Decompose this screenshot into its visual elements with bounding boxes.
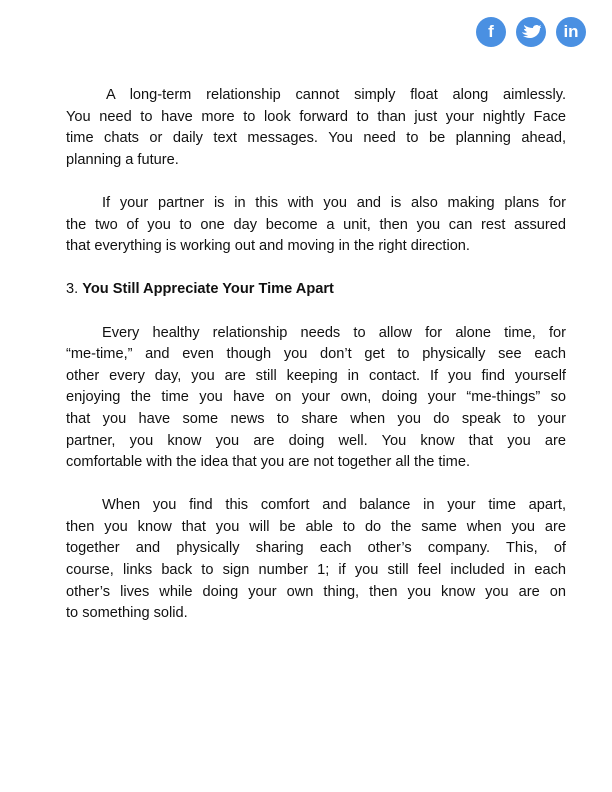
text-line: together and physically sharing each other’s company. This, of — [66, 540, 566, 557]
text-line: other every day, you are still keeping in contact. If you find yourself — [66, 367, 566, 384]
text-line: You need to have more to look forward to than just your nightly Face — [66, 108, 566, 125]
paragraph-2 — [66, 193, 566, 258]
linkedin-icon[interactable] — [556, 17, 586, 47]
text-line: other’s lives while doing your own thing, then you know you are on — [66, 583, 566, 600]
text-line: enjoying the time you have on your own, doing your “me-things” so — [66, 389, 566, 406]
twitter-bird-glyph — [521, 24, 541, 40]
heading-title: You Still Appreciate Your Time Apart — [82, 281, 334, 298]
text-line: comfortable with the idea that you are not together all the time. — [66, 454, 470, 471]
facebook-icon[interactable] — [476, 17, 506, 47]
twitter-icon[interactable] — [516, 17, 546, 47]
text-line: If your partner is in this with you and is also making plans for — [102, 194, 566, 211]
paragraph-4 — [66, 495, 566, 625]
paragraph-3 — [66, 323, 566, 474]
section-heading — [66, 279, 566, 301]
facebook-glyph: f — [488, 22, 494, 41]
linkedin-glyph: in — [563, 22, 579, 41]
article-body — [66, 85, 566, 646]
text-line: When you find this comfort and balance in your time apart, — [102, 497, 566, 514]
paragraph-1 — [66, 85, 566, 171]
text-line: to something solid. — [66, 605, 188, 622]
text-line: that you have some news to share when you do speak to your — [66, 410, 566, 427]
text-line: course, links back to sign number 1; if you still feel included in each — [66, 562, 566, 579]
text-line: that everything is working out and moving in the right direction. — [66, 238, 470, 255]
text-line: the two of you to one day become a unit, then you can rest assured — [66, 216, 566, 233]
social-links — [476, 17, 586, 47]
text-line: “me-time,” and even though you don’t get to physically see each — [66, 346, 566, 363]
text-line: A long-term relationship cannot simply float along aimlessly. — [106, 87, 566, 103]
heading-number: 3. — [66, 281, 79, 298]
text-line: Every healthy relationship needs to allow for alone time, for — [102, 324, 566, 341]
text-line: time chats or daily text messages. You need to be planning ahead, — [66, 130, 566, 147]
text-line: planning a future. — [66, 151, 179, 168]
text-line: partner, you know you are doing well. You know that you are — [66, 432, 566, 449]
text-line: then you know that you will be able to do the same when you are — [66, 518, 566, 535]
